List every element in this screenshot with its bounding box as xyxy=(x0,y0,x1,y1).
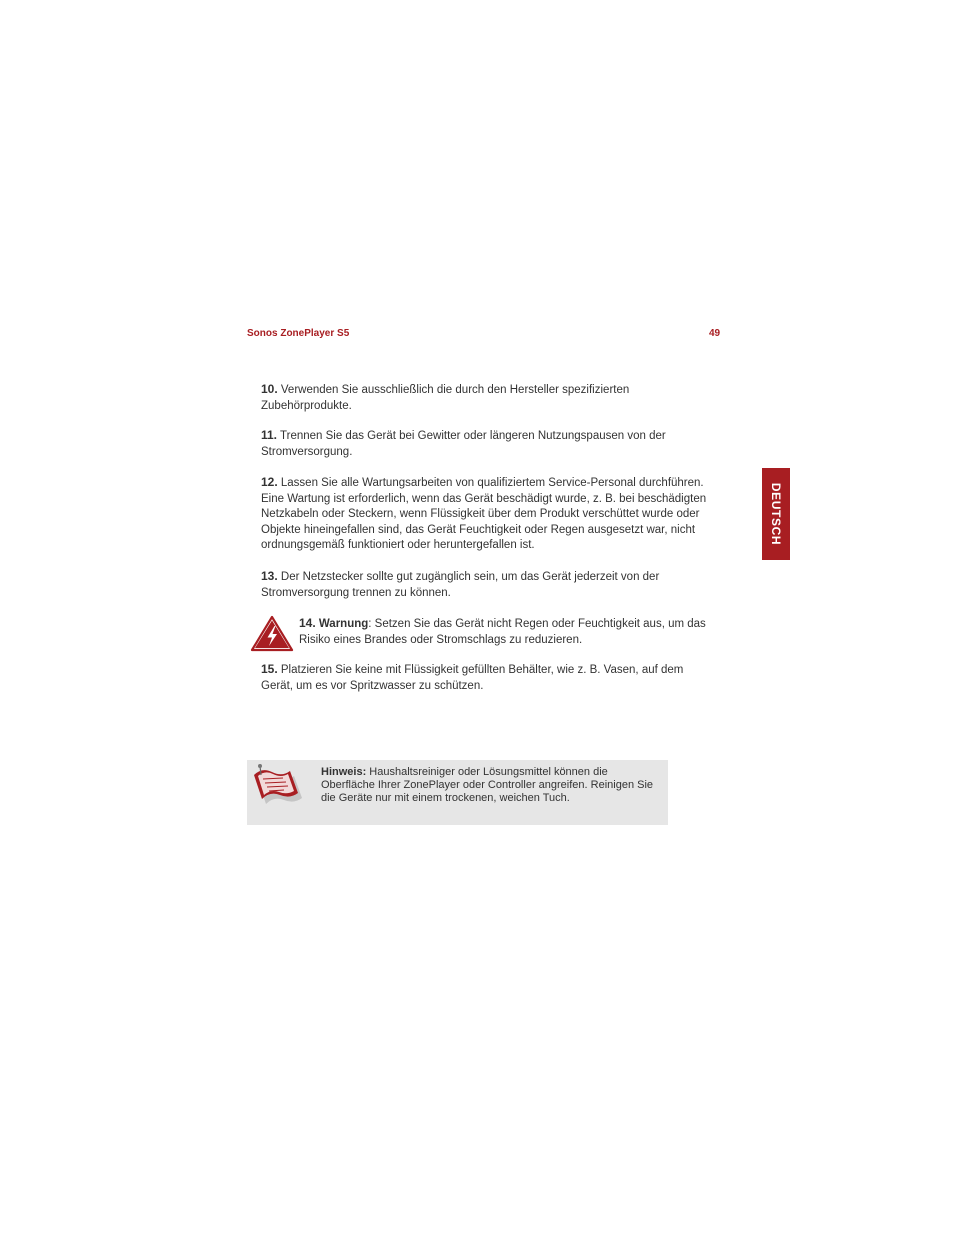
pinned-note-icon xyxy=(250,763,302,809)
language-tab-label: DEUTSCH xyxy=(769,482,783,546)
item-text: Der Netzstecker sollte gut zugänglich sein, um das Gerät jederzeit von der Stromversorgung trennen zu können. xyxy=(261,571,660,599)
electric-shock-warning-icon xyxy=(250,615,294,652)
item-text: Lassen Sie alle Wartungsarbeiten von qualifiziertem Service-Personal durchführen. Eine Wartung ist erforderlich, wenn das Gerät beschädigt wurde, z. B. bei beschädigten Netzkabeln oder Steckern, wenn Flüssigkeit über dem Produkt verschüttet wurde oder Objekte hineingefallen sind, das Gerät Feuchtigkeit oder Regen ausgesetzt war, nicht ordnungsgemäß funktioniert oder heruntergefallen ist. xyxy=(261,477,707,552)
safety-item-15 xyxy=(261,662,716,694)
language-tab xyxy=(762,468,790,560)
item-text: : Setzen Sie das Gerät nicht Regen oder Feuchtigkeit aus, um das Risiko eines Brandes oder Stromschlags zu reduzieren. xyxy=(299,618,706,646)
note-text xyxy=(321,766,656,804)
safety-item-13 xyxy=(261,569,716,601)
item-number: 13. xyxy=(261,569,278,583)
warning-label: Warnung xyxy=(315,618,369,630)
note-body: Haushaltsreiniger oder Lösungsmittel können die Oberfläche Ihrer ZonePlayer oder Controller angreifen. Reinigen Sie die Geräte nur mit einem trockenen, weichen Tuch. xyxy=(321,766,654,804)
document-title: Sonos ZonePlayer S5 xyxy=(247,328,350,339)
item-text: Verwenden Sie ausschließlich die durch den Hersteller spezifizierten Zubehörprodukte. xyxy=(261,384,630,412)
safety-item-10 xyxy=(261,382,716,414)
safety-item-12 xyxy=(261,475,716,554)
safety-item-14-warning xyxy=(299,616,711,648)
item-number: 10. xyxy=(261,382,278,396)
page-number: 49 xyxy=(709,328,721,339)
note-label: Hinweis: xyxy=(321,766,367,778)
item-number: 15. xyxy=(261,662,278,676)
item-number: 14. xyxy=(299,616,316,630)
item-text: Platzieren Sie keine mit Flüssigkeit gefüllten Behälter, wie z. B. Vasen, auf dem Gerät, um es vor Spritzwasser zu schützen. xyxy=(261,664,684,692)
item-number: 11. xyxy=(261,428,278,442)
item-number: 12. xyxy=(261,475,278,489)
item-text: Trennen Sie das Gerät bei Gewitter oder längeren Nutzungspausen von der Stromversorgung. xyxy=(261,430,666,458)
safety-item-11 xyxy=(261,428,716,460)
